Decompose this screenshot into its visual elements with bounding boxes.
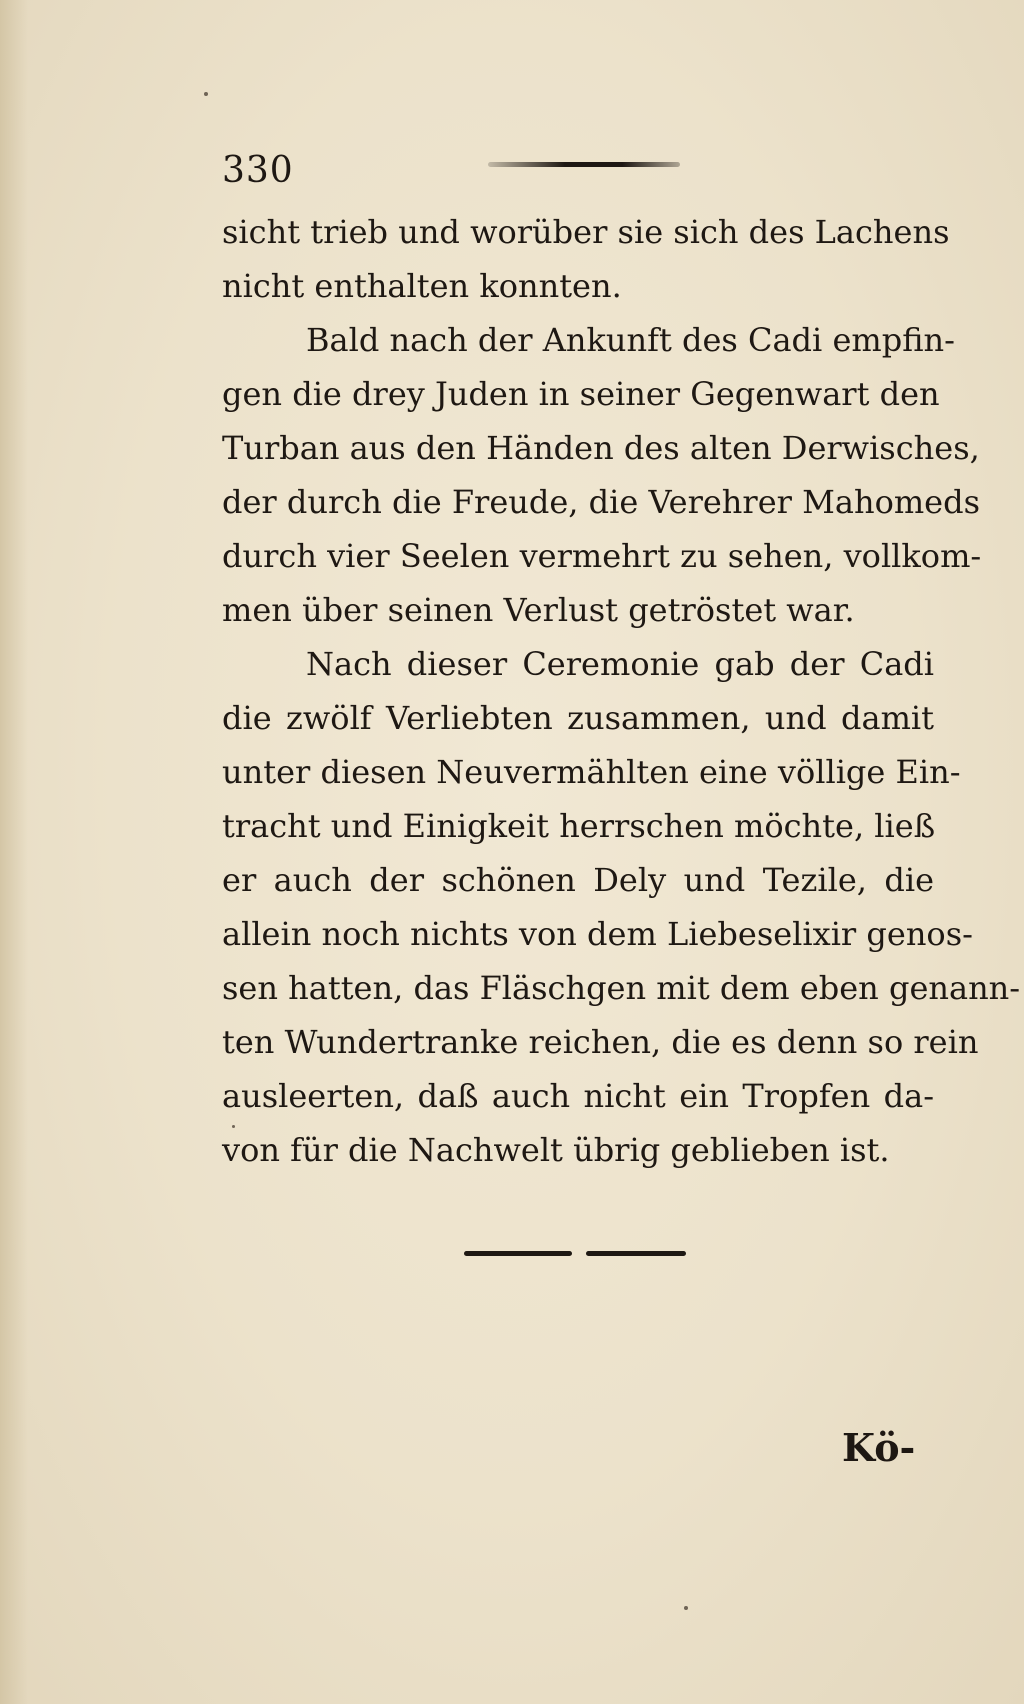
text-line-2: nicht enthalten konnten.	[222, 267, 622, 305]
catchword: Kö-	[842, 1425, 916, 1470]
text-line-1: sicht trieb und worüber sie sich des Lachens	[222, 213, 950, 251]
text-line-6: der durch die Freude, die Verehrer Mahomeds	[222, 483, 981, 521]
text-line-4: gen die drey Juden in seiner Gegenwart den	[222, 375, 940, 413]
text-line-16: ten Wundertranke reichen, die es denn so rein	[222, 1023, 979, 1061]
text-line-17: ausleerten, daß auch nicht ein Tropfen da-	[222, 1077, 934, 1115]
ink-speck	[684, 1606, 688, 1610]
header-rule	[488, 162, 680, 167]
text-line-8: men über seinen Verlust getröstet war.	[222, 591, 855, 629]
page-gutter-shadow	[0, 0, 28, 1704]
text-line-14: allein noch nichts von dem Liebeselixir genos-	[222, 915, 973, 953]
text-line-18: von für die Nachwelt übrig geblieben ist.	[222, 1131, 890, 1169]
text-line-3: Bald nach der Ankunft des Cadi empfin-	[306, 321, 955, 359]
body-text	[222, 205, 1021, 1177]
text-line-15: sen hatten, das Fläschgen mit dem eben genann-	[222, 969, 1021, 1007]
text-line-12: tracht und Einigkeit herrschen möchte, ließ	[222, 807, 936, 845]
text-line-10: die zwölf Verliebten zusammen, und damit	[222, 699, 934, 737]
text-line-7: durch vier Seelen vermehrt zu sehen, vollkom-	[222, 537, 982, 575]
end-rule-right	[586, 1251, 686, 1256]
text-line-9: Nach dieser Ceremonie gab der Cadi	[306, 645, 934, 683]
ink-speck	[232, 1125, 235, 1128]
text-line-13: er auch der schönen Dely und Tezile, die	[222, 861, 934, 899]
page-number: 330	[222, 150, 294, 191]
end-rule-left	[464, 1251, 572, 1256]
text-line-5: Turban aus den Händen des alten Derwisches,	[222, 429, 980, 467]
text-line-11: unter diesen Neuvermählten eine völlige Ein-	[222, 753, 961, 791]
ink-speck	[204, 92, 208, 96]
